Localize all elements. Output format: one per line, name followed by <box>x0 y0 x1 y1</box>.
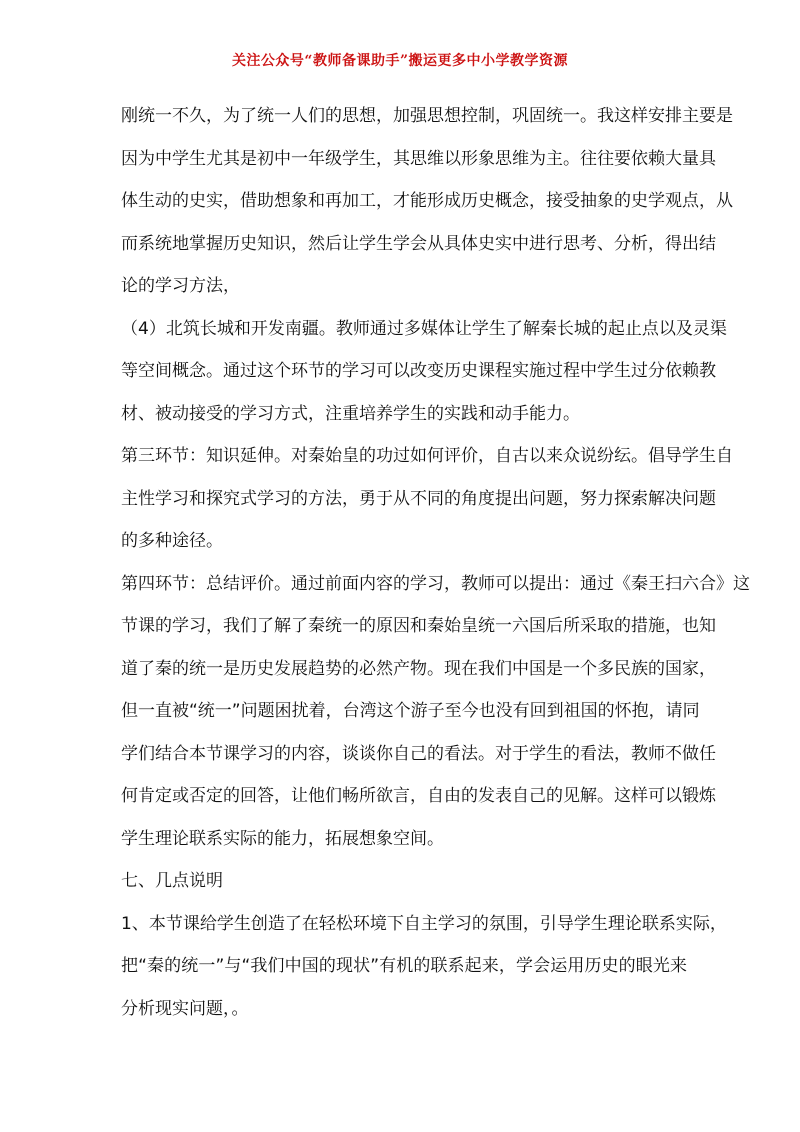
text-line: 道了秦的统一是历史发展趋势的必然产物。现在我们中国是一个多民族的国家， <box>121 658 716 679</box>
text-line: 体生动的史实，借助想象和再加工，才能形成历史概念，接受抽象的史学观点，从 <box>121 191 733 211</box>
text-line: 分析现实问题，。 <box>121 998 249 1019</box>
text-line: 材、被动接受的学习方式，注重培养学生的实践和动手能力。 <box>121 403 580 424</box>
text-line: 七、几点说明 <box>121 871 223 891</box>
text-line: 等空间概念。通过这个环节的学习可以改变历史课程实施过程中学生过分依赖教 <box>121 361 716 381</box>
text-line: 第四环节：总结评价。通过前面内容的学习，教师可以提出：通过《秦王扫六合》这 <box>121 573 750 594</box>
text-line: 而系统地掌握历史知识，然后让学生学会从具体史实中进行思考、分析，得出结 <box>121 233 716 254</box>
text-line: 第三环节：知识延伸。对秦始皇的功过如何评价，自古以来众说纷纭。倡导学生自 <box>121 446 733 466</box>
text-line: 学们结合本节课学习的内容，谈谈你自己的看法。对于学生的看法，教师不做任 <box>121 743 716 764</box>
text-line: 节课的学习，我们了解了秦统一的原因和秦始皇统一六国后所采取的措施，也知 <box>121 616 716 636</box>
text-line: 因为中学生尤其是初中一年级学生，其思维以形象思维为主。往往要依赖大量具 <box>121 148 716 169</box>
text-line: 把“秦的统一”与“我们中国的现状”有机的联系起来，学会运用历史的眼光来 <box>121 956 687 976</box>
text-line: 何肯定或否定的回答，让他们畅所欲言，自由的发表自己的见解。这样可以锻炼 <box>121 786 716 806</box>
text-line: 但一直被“统一”问题困扰着，台湾这个游子至今也没有回到祖国的怀抱，请同 <box>121 701 700 721</box>
text-line: 刚统一不久，为了统一人们的思想，加强思想控制，巩固统一。我这样安排主要是 <box>121 106 733 126</box>
text-line: 主性学习和探究式学习的方法，勇于从不同的角度提出问题，努力探索解决问题 <box>121 488 716 509</box>
page-header: 关注公众号“教师备课助手”搬运更多中小学教学资源 <box>231 53 569 69</box>
text-line: 学生理论联系实际的能力，拓展想象空间。 <box>121 828 444 849</box>
text-line: 1、本节课给学生创造了在轻松环境下自主学习的氛围，引导学生理论联系实际， <box>121 913 727 934</box>
text-line: 论的学习方法， <box>121 276 240 296</box>
body-text <box>121 102 750 1037</box>
text-line: （4）北筑长城和开发南疆。教师通过多媒体让学生了解秦长城的起止点以及灵渠 <box>121 318 727 339</box>
text-line: 的多种途径。 <box>121 531 223 551</box>
